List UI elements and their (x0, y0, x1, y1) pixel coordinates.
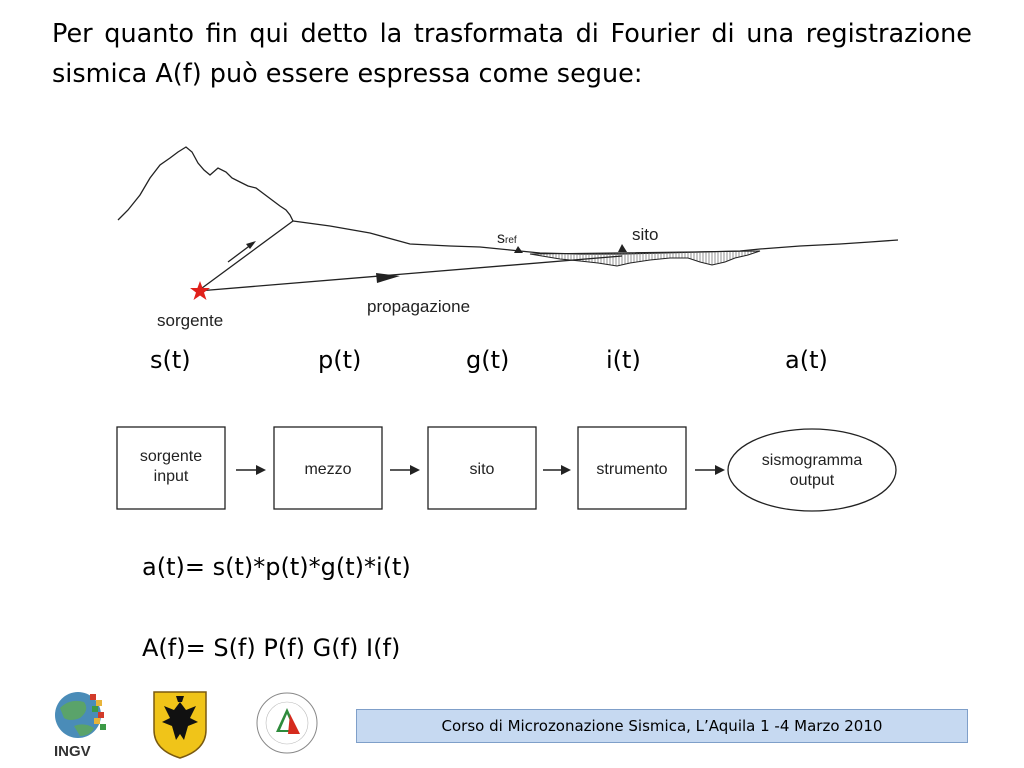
signal-a: a(t) (785, 346, 828, 374)
ground-profile (293, 221, 898, 254)
basin-sediment (530, 251, 760, 266)
label-propagazione: propagazione (367, 297, 471, 316)
box-sorgente-line1: sorgente (139, 448, 203, 465)
sref-station-marker (514, 246, 523, 253)
ray-to-site (198, 256, 622, 291)
label-sref: sref (497, 230, 517, 247)
ingv-logo-text: INGV (54, 743, 91, 760)
label-sorgente: sorgente (157, 311, 224, 330)
footer-text: Corso di Microzonazione Sismica, L’Aquila 1 -4 Marzo 2010 (441, 717, 883, 735)
signal-p: p(t) (318, 346, 362, 374)
arrow-1-head (256, 465, 266, 475)
equation-time-domain: a(t)= s(t)*p(t)*g(t)*i(t) (142, 553, 411, 581)
box-sito-label: sito (469, 461, 495, 478)
arrow-4-head (715, 465, 725, 475)
signal-i: i(t) (606, 346, 641, 374)
box-strumento-label: strumento (596, 461, 668, 478)
ingv-logo (50, 688, 112, 760)
label-sito: sito (632, 225, 659, 244)
ellipse-sismogramma-output (728, 429, 896, 511)
box-sorgente-line2: input (153, 468, 189, 485)
ellipse-line1: sismogramma (761, 452, 863, 469)
arrow-3-head (561, 465, 571, 475)
regional-crest-logo (150, 688, 210, 760)
footer-banner (356, 709, 968, 743)
ray-to-mountain (198, 221, 293, 291)
equation-frequency-domain: A(f)= S(f) P(f) G(f) I(f) (142, 634, 401, 662)
protezione-civile-logo (254, 690, 320, 756)
signal-g: g(t) (466, 346, 510, 374)
mountain-profile (118, 147, 293, 221)
ellipse-line2: output (789, 472, 835, 489)
intro-text: Per quanto fin qui detto la trasformata di Fourier di una registrazione sismica A(f) può essere espressa come segue: (52, 19, 972, 89)
signal-s: s(t) (150, 346, 191, 374)
box-mezzo-label: mezzo (304, 461, 352, 478)
site-station-marker (618, 244, 627, 252)
arrow-2-head (410, 465, 420, 475)
